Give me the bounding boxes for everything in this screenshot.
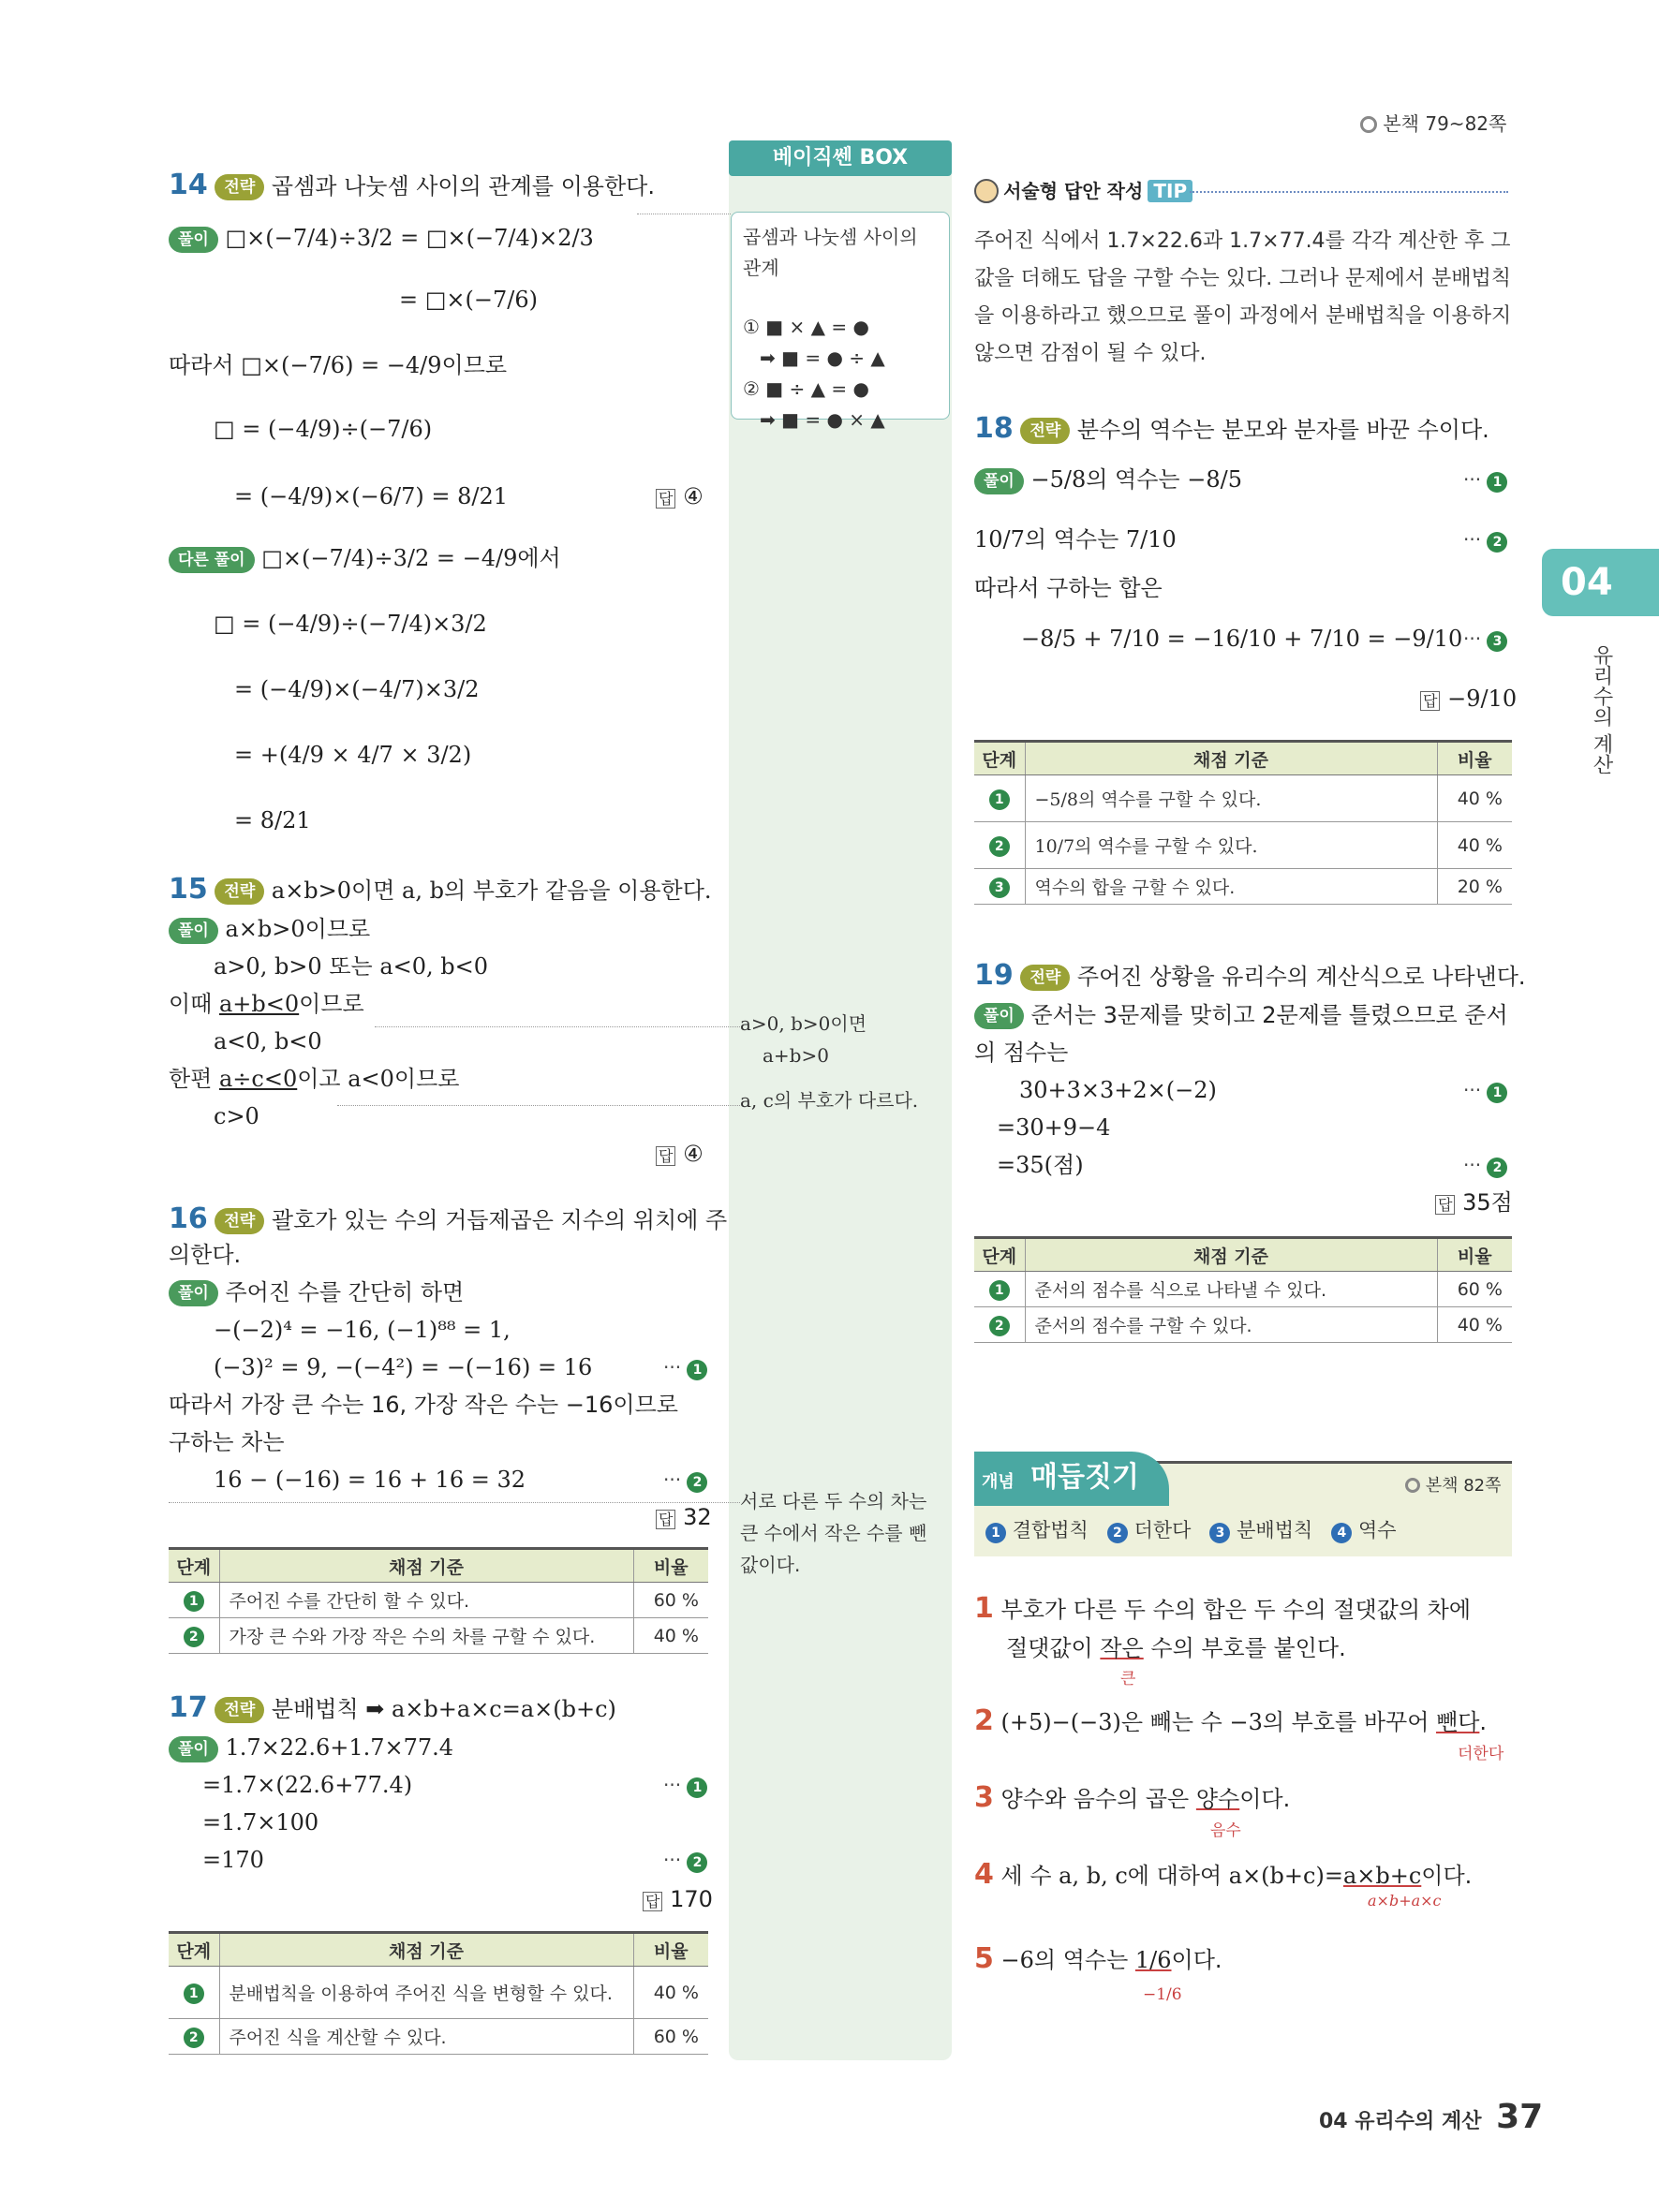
- q18-line2: 10/7의 역수는 7/10: [974, 526, 1177, 553]
- q16-step2-mark: ··· 2: [663, 1468, 707, 1493]
- q17-step1-mark: ··· 1: [663, 1774, 707, 1798]
- chapter-tab-title: 유리수의 계산: [1590, 644, 1613, 774]
- q19-line4: =30+9−4: [997, 1114, 1111, 1141]
- q16-line3: (−3)² = 9, −(−4²) = −(−16) = 16: [214, 1354, 593, 1380]
- basic-box-rule1: ① ■ × ▲ = ●: [743, 316, 869, 338]
- basic-box-note15: a>0, b>0이면 a+b>0 a, c의 부호가 다르다.: [740, 1012, 919, 1112]
- q15-line3: 이때 a+b<0이므로: [169, 991, 364, 1017]
- q15-header: 15 전략 a×b>0이면 a, b의 부호가 같음을 이용한다.: [169, 873, 712, 906]
- concept-item-5: 5 −6의 역수는 1/6이다.: [974, 1942, 1222, 1975]
- q19-line1: 풀이 준서는 3문제를 맞히고 2문제를 틀렸으므로 준서: [974, 998, 1508, 1032]
- q15-line6: c>0: [214, 1103, 259, 1129]
- q14-answer: 답 ④: [656, 479, 704, 516]
- q18-step1-mark: ··· 1: [1463, 468, 1507, 493]
- q18-line4: −8/5 + 7/10 = −16/10 + 7/10 = −9/10: [1021, 626, 1463, 652]
- concept-title: 매듭짓기: [1030, 1461, 1139, 1494]
- q16-line5: 구하는 차는: [169, 1429, 285, 1455]
- q17-line2: =1.7×(22.6+77.4): [202, 1772, 413, 1798]
- q15-answer: 답 ④: [656, 1137, 704, 1173]
- q14-alt-line3: = (−4/9)×(−4/7)×3/2: [234, 676, 480, 702]
- q14-line1: 풀이 □×(−7/4)÷3/2 = □×(−7/4)×2/3: [169, 221, 594, 255]
- concept-ref: 본책 82쪽: [1405, 1472, 1502, 1497]
- concept-ref-icon: [1405, 1478, 1420, 1493]
- basic-box-card: [731, 212, 950, 431]
- q18-answer: 답 −9/10: [1420, 682, 1517, 718]
- q17-answer: 답 170: [643, 1882, 713, 1919]
- table-row: 2 가장 큰 수와 가장 작은 수의 차를 구할 수 있다. 40 %: [169, 1618, 708, 1654]
- q15-line1: 풀이 a×b>0이므로: [169, 912, 370, 946]
- q17-line4: =170: [202, 1847, 264, 1873]
- q14-alt-line2: □ = (−4/9)÷(−7/4)×3/2: [214, 611, 487, 637]
- q18-step2-mark: ··· 2: [1463, 528, 1507, 553]
- owl-icon: [974, 179, 999, 203]
- table-row: 1 준서의 점수를 식으로 나타낼 수 있다. 60 %: [974, 1272, 1512, 1307]
- q15-line5: 한편 a÷c<0이고 a<0이므로: [169, 1066, 460, 1092]
- q15-line2: a>0, b>0 또는 a<0, b<0: [214, 953, 489, 980]
- q14-alt-line5: = 8/21: [234, 807, 311, 833]
- concept-item-5-correction: −1/6: [1143, 1985, 1182, 2004]
- concept-item-1-correction: 큰: [1120, 1670, 1136, 1688]
- q18-line1: 풀이 −5/8의 역수는 −8/5: [974, 463, 1242, 496]
- q16-line6: 16 − (−16) = 16 + 16 = 32: [214, 1467, 526, 1493]
- table-row: 2 주어진 식을 계산할 수 있다. 60 %: [169, 2019, 708, 2055]
- table-row: 1 주어진 수를 간단히 할 수 있다. 60 %: [169, 1583, 708, 1618]
- q16-step1-mark: ··· 1: [663, 1356, 707, 1380]
- concept-badge: 개념: [982, 1472, 1015, 1492]
- q14-line4: □ = (−4/9)÷(−7/6): [214, 416, 433, 442]
- q16-score-table: 단계 채점 기준 비율 1 주어진 수를 간단히 할 수 있다. 60 % 2 가장 큰 수와 가장 작은 수의 차를 구할 수 있다. 40 %: [169, 1547, 708, 1654]
- q16-line2: −(−2)⁴ = −16, (−1)⁸⁸ = 1,: [214, 1317, 511, 1343]
- table-row: 1 분배법칙을 이용하여 주어진 식을 변형할 수 있다. 40 %: [169, 1967, 708, 2019]
- q18-step3-mark: ··· 3: [1463, 627, 1507, 652]
- footer: 04 유리수의 계산 37: [1319, 2098, 1544, 2136]
- concept-item-3: 3 양수와 음수의 곱은 양수이다.: [974, 1781, 1291, 1814]
- basic-box-title: 베이직쎈 BOX: [729, 140, 952, 176]
- tip-title: 서술형 답안 작성 TIP: [974, 176, 1192, 203]
- q14-header: 14 전략 곱셈과 나눗셈 사이의 관계를 이용한다.: [169, 169, 655, 201]
- q16-line1: 풀이 주어진 수를 간단히 하면: [169, 1276, 464, 1309]
- concept-item-2-correction: 더한다: [1458, 1745, 1504, 1763]
- basic-box-rule1b: ➡ ■ = ● ÷ ▲: [760, 347, 885, 369]
- concept-item-3-correction: 음수: [1210, 1821, 1241, 1840]
- concept-item-4-correction: a×b+a×c: [1368, 1892, 1442, 1910]
- q17-line1: 풀이 1.7×22.6+1.7×77.4: [169, 1731, 453, 1764]
- q18-score-table: 단계 채점 기준 비율 1 −5/8의 역수를 구할 수 있다. 40 % 2 10/7의 역수를 구할 수 있다. 40 % 3 역수의 합을 구할 수 있다. 20 %: [974, 740, 1512, 905]
- q19-answer: 답 35점: [1435, 1186, 1513, 1222]
- q16-line4: 따라서 가장 큰 수는 16, 가장 작은 수는 −16이므로: [169, 1392, 678, 1418]
- concept-item-1: 1 부호가 다른 두 수의 합은 두 수의 절댓값의 차에: [974, 1592, 1472, 1625]
- q16-answer: 답 32: [656, 1500, 712, 1537]
- q19-header: 19 전략 주어진 상황을 유리수의 계산식으로 나타낸다.: [974, 959, 1526, 992]
- concept-item-1b: 절댓값이 작은 수의 부호를 붙인다.: [1006, 1635, 1346, 1661]
- q14-line5: = (−4/9)×(−6/7) = 8/21: [234, 483, 509, 509]
- q17-step2-mark: ··· 2: [663, 1849, 707, 1873]
- q19-step1-mark: ··· 1: [1463, 1079, 1507, 1103]
- q19-step2-mark: ··· 2: [1463, 1154, 1507, 1178]
- q14-alt-line1: 다른 풀이 □×(−7/4)÷3/2 = −4/9에서: [169, 541, 561, 575]
- q15-line4: a<0, b<0: [214, 1028, 322, 1054]
- concept-answers: 1 결합법칙 2 더한다 3 분배법칙 4 역수: [985, 1515, 1397, 1543]
- basic-box-rule2b: ➡ ■ = ● × ▲: [760, 408, 885, 431]
- q18-line3: 따라서 구하는 합은: [974, 575, 1163, 601]
- concept-item-4: 4 세 수 a, b, c에 대하여 a×(b+c)=a×b+c이다.: [974, 1858, 1473, 1891]
- q18-header: 18 전략 분수의 역수는 분모와 분자를 바꾼 수이다.: [974, 412, 1489, 445]
- q16-header: 16 전략 괄호가 있는 수의 거듭제곱은 지수의 위치에 주: [169, 1202, 728, 1235]
- q17-line3: =1.7×100: [202, 1809, 319, 1836]
- chapter-tab: 04: [1542, 549, 1659, 616]
- table-row: 1 −5/8의 역수를 구할 수 있다. 40 %: [974, 775, 1512, 822]
- q16-header-cont: 의한다.: [169, 1242, 242, 1268]
- q17-score-table: 단계 채점 기준 비율 1 분배법칙을 이용하여 주어진 식을 변형할 수 있다. 40 % 2 주어진 식을 계산할 수 있다. 60 %: [169, 1931, 708, 2055]
- basic-box-heading: 곱셈과 나눗셈 사이의 관계: [743, 226, 918, 279]
- page-ref: 본책 79~82쪽: [1360, 109, 1506, 136]
- q14-alt-line4: = +(4/9 × 4/7 × 3/2): [234, 742, 472, 768]
- basic-box-rule2: ② ■ ÷ ▲ = ●: [743, 377, 869, 400]
- q19-score-table: 단계 채점 기준 비율 1 준서의 점수를 식으로 나타낼 수 있다. 60 % 2 준서의 점수를 구할 수 있다. 40 %: [974, 1236, 1512, 1343]
- page-ref-icon: [1360, 116, 1377, 133]
- basic-box-note16: 서로 다른 두 수의 차는 큰 수에서 작은 수를 뺀 값이다.: [740, 1490, 927, 1576]
- table-row: 2 10/7의 역수를 구할 수 있다. 40 %: [974, 822, 1512, 869]
- q17-header: 17 전략 분배법칙 ➡ a×b+a×c=a×(b+c): [169, 1691, 616, 1724]
- table-row: 2 준서의 점수를 구할 수 있다. 40 %: [974, 1307, 1512, 1343]
- q19-line5: =35(점): [997, 1152, 1084, 1178]
- table-row: 3 역수의 합을 구할 수 있다. 20 %: [974, 869, 1512, 905]
- q19-line2: 의 점수는: [974, 1040, 1069, 1066]
- q14-line2: = □×(−7/6): [399, 287, 538, 313]
- concept-item-2: 2 (+5)−(−3)은 빼는 수 −3의 부호를 바꾸어 뺀다.: [974, 1704, 1488, 1737]
- q14-line3: 따라서 □×(−7/6) = −4/9이므로: [169, 352, 508, 378]
- q19-line3: 30+3×3+2×(−2): [1019, 1077, 1217, 1103]
- tip-body: 주어진 식에서 1.7×22.6과 1.7×77.4를 각각 계산한 후 그 값을 더해도 답을 구할 수는 있다. 그러나 문제에서 분배법칙 을 이용하라고 했으므로 풀이 과정에서 분배법칙을 이용하지 않으면 감점이 될 수 있다.: [974, 229, 1512, 365]
